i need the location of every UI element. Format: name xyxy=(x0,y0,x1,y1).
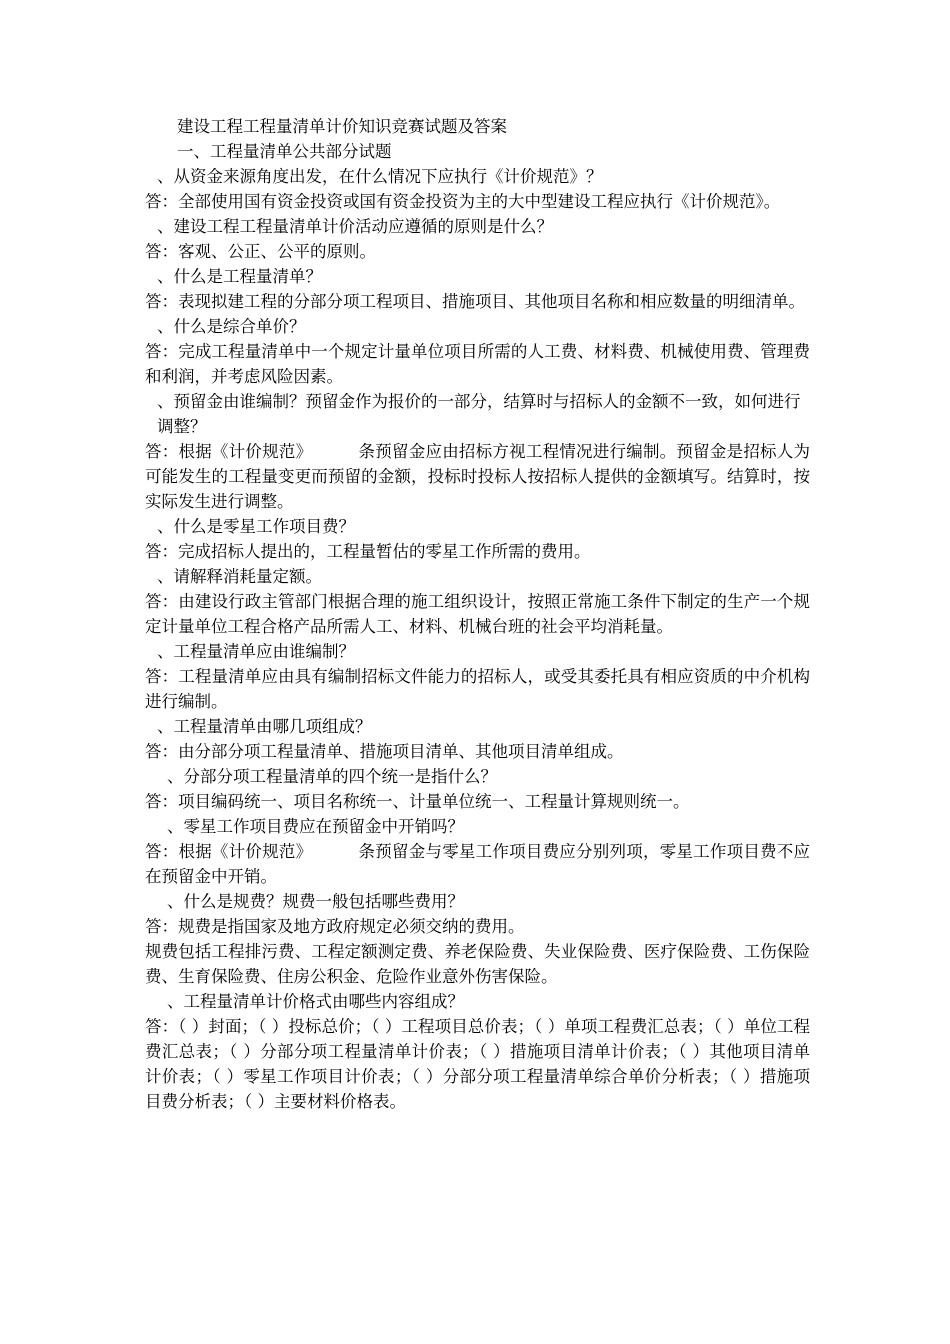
question-5: 、预留金由谁编制？预留金作为报价的一部分，结算时与招标人的金额不一致，如何进行调整？ xyxy=(157,392,801,436)
question-2: 、建设工程工程量清单计价活动应遵循的原则是什么？ xyxy=(157,217,553,236)
section-heading: 一、工程量清单公共部分试题 xyxy=(177,142,392,161)
answer-4: 答：完成工程量清单中一个规定计量单位项目所需的人工费、材料费、机械使用费、管理费和利润，并考虑风险因素。 xyxy=(145,342,810,386)
answer-13: 答：（ ）封面；（ ）投标总价；（ ）工程项目总价表；（ ）单项工程费汇总表；（ ）单位工程费汇总表；（ ）分部分项工程量清单计价表；（ ）措施项目清单计价表；（ ）其他项目清单计价表；（ ）零星工作项目计价表；（ ）分部分项工程量清单综合单价分析表；（ ）措施项目费分析表；（ ）主要材料价格表。 xyxy=(145,1017,810,1111)
answer-9: 答：由分部分项工程量清单、措施项目清单、其他项目清单组成。 xyxy=(145,742,624,761)
answer-2: 答：客观、公正、公平的原则。 xyxy=(145,242,376,261)
answer-10: 答：项目编码统一、项目名称统一、计量单位统一、工程量计算规则统一。 xyxy=(145,792,690,811)
answer-11-part-1: 答：根据《计价规范》 xyxy=(145,842,313,861)
answer-5-part-2: 条预留金应由招标方视工程情况进行编制。预留金是招标人为可能发生的工程量变更而预留的金额，投标时投标人按招标人提供的金额填写。结算时，按实际发生进行调整。 xyxy=(145,442,811,511)
answer-3: 答：表现拟建工程的分部分项工程项目、措施项目、其他项目名称和相应数量的明细清单。 xyxy=(145,292,805,311)
document-body xyxy=(145,114,810,1114)
question-9: 、工程量清单由哪几项组成？ xyxy=(157,717,372,736)
question-13: 、工程量清单计价格式由哪些内容组成？ xyxy=(167,992,464,1011)
question-8: 、工程量清单应由谁编制？ xyxy=(157,642,355,661)
answer-6: 答：完成招标人提出的，工程量暂估的零星工作所需的费用。 xyxy=(145,542,591,561)
question-11: 、零星工作项目费应在预留金中开销吗？ xyxy=(167,817,464,836)
answer-8: 答：工程量清单应由具有编制招标文件能力的招标人，或受其委托具有相应资质的中介机构进行编制。 xyxy=(145,667,810,711)
question-10: 、分部分项工程量清单的四个统一是指什么？ xyxy=(167,767,497,786)
question-3: 、什么是工程量清单？ xyxy=(157,267,322,286)
answer-12-extra: 规费包括工程排污费、工程定额测定费、养老保险费、失业保险费、医疗保险费、工伤保险费、生育保险费、住房公积金、危险作业意外伤害保险。 xyxy=(145,942,810,986)
answer-5-part-1: 答：根据《计价规范》 xyxy=(145,442,313,461)
answer-7: 答：由建设行政主管部门根据合理的施工组织设计，按照正常施工条件下制定的生产一个规定计量单位工程合格产品所需人工、材料、机械台班的社会平均消耗量。 xyxy=(145,592,810,636)
answer-12: 答：规费是指国家及地方政府规定必须交纳的费用。 xyxy=(145,917,525,936)
question-12: 、什么是规费？规费一般包括哪些费用？ xyxy=(167,892,464,911)
question-6: 、什么是零星工作项目费？ xyxy=(157,517,355,536)
answer-5 xyxy=(145,439,810,514)
answer-11-part-2: 条预留金与零星工作项目费应分别列项，零星工作项目费不应在预留金中开销。 xyxy=(145,842,811,886)
question-7: 、请解释消耗量定额。 xyxy=(157,567,322,586)
question-4: 、什么是综合单价？ xyxy=(157,317,306,336)
question-1: 、从资金来源角度出发，在什么情况下应执行《计价规范》？ xyxy=(157,167,603,186)
answer-11 xyxy=(145,839,810,889)
document-title: 建设工程工程量清单计价知识竞赛试题及答案 xyxy=(177,117,507,136)
answer-1: 答：全部使用国有资金投资或国有资金投资为主的大中型建设工程应执行《计价规范》。 xyxy=(145,192,781,211)
